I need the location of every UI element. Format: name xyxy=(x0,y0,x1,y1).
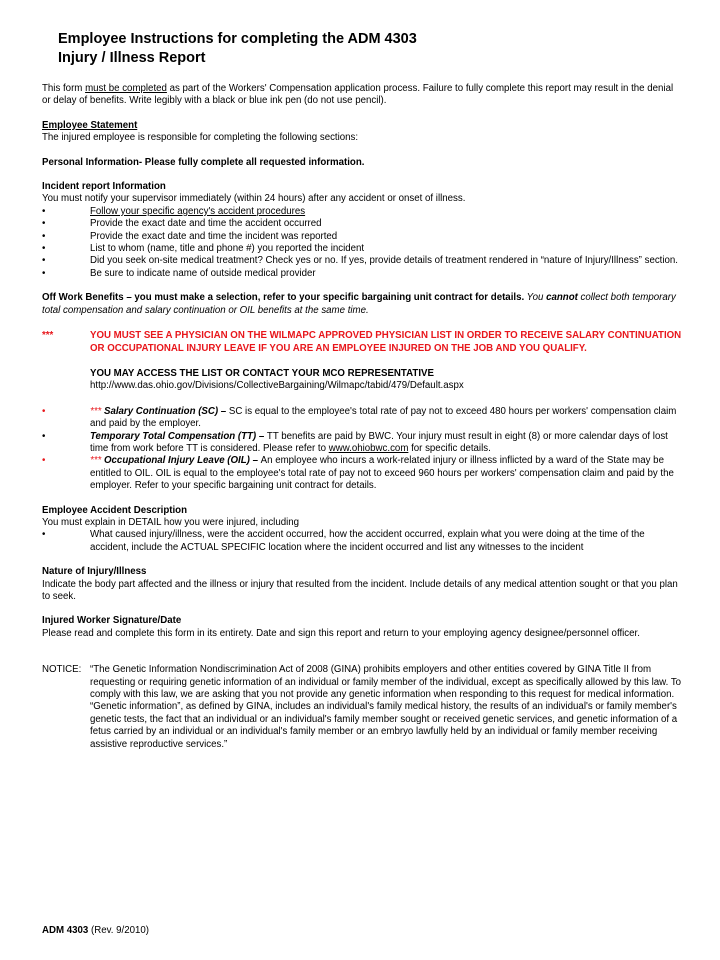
nature-heading: Nature of Injury/Illness xyxy=(42,566,147,578)
list-item: • Provide the exact date and time the incident was reported xyxy=(42,230,338,242)
accident-description-heading: Employee Accident Description xyxy=(42,504,187,516)
benefit-salary-continuation: • *** Salary Continuation (SC) – SC is equal to the employee's total rate of pay not to exceed 480 hours per workers' compensation claim and paid by the employer. xyxy=(42,405,677,430)
form-footer xyxy=(42,925,149,936)
list-item: • Follow your specific agency's accident procedures xyxy=(42,205,306,217)
accident-description-text: You must explain in DETAIL how you were injured, including xyxy=(42,516,300,528)
bullet-icon: • xyxy=(42,430,46,442)
intro-paragraph: This form must be completed as part of the Workers' Compensation application process. Failure to fully complete this report may result in the denial or delay of benefits. Write legibly with a black or blue ink pen (do not use pencil). xyxy=(42,83,674,107)
page-title xyxy=(58,30,417,68)
list-item: • Be sure to indicate name of outside medical provider xyxy=(42,267,316,279)
list-item: • Did you seek on-site medical treatment? Check yes or no. If yes, provide details of treatment rendered in “nature of Injury/Illness” section. xyxy=(42,255,678,267)
nature-text: Indicate the body part affected and the illness or injury that resulted from the incident. Include details of any medical attention sought or that you plan to seek. xyxy=(42,578,678,602)
employee-statement-text: The injured employee is responsible for completing the following sections: xyxy=(42,132,359,144)
document-body xyxy=(42,83,682,751)
bullet-icon: • xyxy=(42,529,46,541)
incident-heading: Incident report Information xyxy=(42,181,166,193)
off-work-paragraph: Off Work Benefits – you must make a selection, refer to your specific bargaining unit contract for details. You cannot collect both temporary total compensation and salary continuation or OIL benefits at the same time. xyxy=(42,292,676,316)
bullet-icon: • xyxy=(42,230,46,242)
title-line-2: Injury / Illness Report xyxy=(58,50,206,66)
personal-info-heading: Personal Information- Please fully complete all requested information. xyxy=(42,156,365,168)
signature-heading: Injured Worker Signature/Date xyxy=(42,615,182,627)
gina-notice: NOTICE: “The Genetic Information Nondiscrimination Act of 2008 (GINA) prohibits employers and other entities covered by GINA Title II from requesting or requiring genetic information of an individual or family member of the individual, except as specifically allowed by this law. To comply with this law, we are asking that you not provide any genetic information when responding to this request for medical information. “Genetic information”, as defined by GINA, includes an individual's family medical history, the results of an individual's or family member's genetic tests, the fact that an individual or an individual's family member sought or received genetic services, and genetic information of a fetus carried by an individual or an individual's family member or an embryo lawfully held by an individual or family member receiving assistive reproductive services.” xyxy=(42,664,682,750)
access-heading: YOU MAY ACCESS THE LIST OR CONTACT YOUR MCO REPRESENTATIVE xyxy=(90,367,434,379)
incident-text: You must notify your supervisor immediately (within 24 hours) after any accident or onset of illness. xyxy=(42,193,466,205)
form-number: ADM 4303 xyxy=(42,925,89,936)
list-item: • List to whom (name, title and phone #) you reported the incident xyxy=(42,243,365,255)
bullet-icon: • xyxy=(42,205,46,217)
bullet-icon: • xyxy=(42,218,46,230)
title-line-1: Employee Instructions for completing the ADM 4303 xyxy=(58,31,417,47)
list-item: • Provide the exact date and time the accident occurred xyxy=(42,218,322,230)
bullet-icon: • xyxy=(42,243,46,255)
physician-warning: *** YOU MUST SEE A PHYSICIAN ON THE WILMAPC APPROVED PHYSICIAN LIST IN ORDER TO RECEIVE SALARY CONTINUATION OR OCCUPATIONAL INJURY LEAVE IF YOU ARE AN EMPLOYEE INJURED ON THE JOB AND YOU QUALIFY. xyxy=(42,330,682,354)
bwc-link[interactable]: www.ohiobwc.com xyxy=(328,442,409,454)
form-revision: (Rev. 9/2010) xyxy=(88,925,149,936)
benefit-temporary-total: • Temporary Total Compensation (TT) – TT benefits are paid by BWC. Your injury must result in eight (8) or more calendar days of lost time from work before TT is considered. Please refer to www.ohiobwc.com for specific details. xyxy=(42,430,668,454)
bullet-icon: • xyxy=(42,455,46,467)
employee-statement-heading: Employee Statement xyxy=(42,119,138,131)
bullet-icon: • xyxy=(42,405,46,417)
list-item: • What caused injury/illness, were the accident occurred, how the accident occurred, explain what you were doing at the time of the accident, include the ACTUAL SPECIFIC location where the incident occurred and list any witnesses to the incident xyxy=(42,529,645,553)
bullet-icon: • xyxy=(42,255,46,267)
benefit-occupational-injury-leave: • *** Occupational Injury Leave (OIL) – An employee who incurs a work-related injury or illness inflicted by a ward of the State may be entitled to OIL. OIL is equal to the employee's total rate of pay not to exceed 960 hours per workers' compensation claim and paid by the employer. Refer to your specific bargaining unit contract for details. xyxy=(42,455,674,492)
bullet-icon: • xyxy=(42,267,46,279)
off-work-heading: Off Work Benefits – you must make a selection, refer to your specific bargaining unit contract for details. xyxy=(42,292,525,304)
signature-text: Please read and complete this form in its entirety. Date and sign this report and return to your employing agency designee/personnel officer. xyxy=(42,627,640,639)
access-url: http://www.das.ohio.gov/Divisions/CollectiveBargaining/Wilmapc/tabid/479/Default.aspx xyxy=(90,380,464,392)
intro-emphasis: must be completed xyxy=(85,83,167,94)
notice-label: NOTICE: xyxy=(42,664,82,676)
warning-stars: *** xyxy=(42,330,54,342)
